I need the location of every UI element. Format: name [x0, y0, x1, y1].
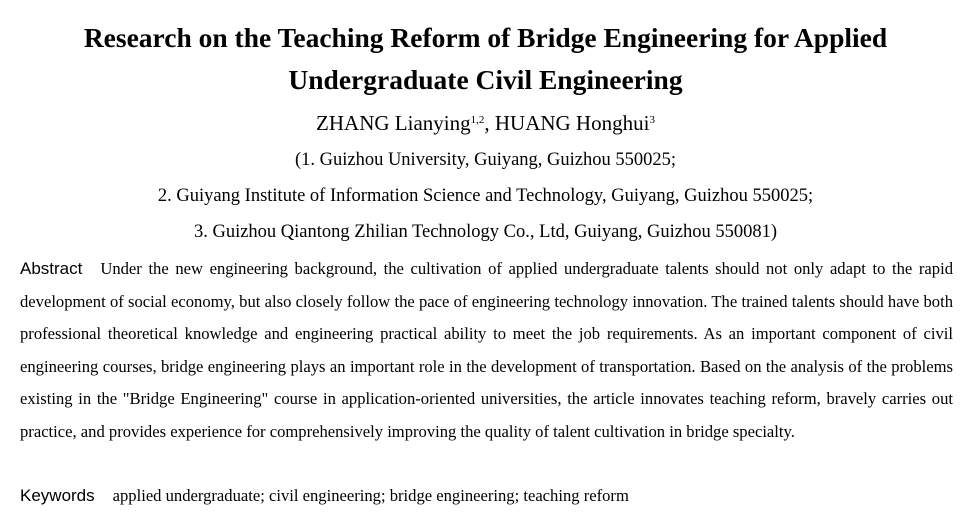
paper-title-line-2: Undergraduate Civil Engineering: [288, 64, 683, 95]
abstract: [20, 253, 953, 448]
author-list: [0, 108, 971, 138]
author-affiliation-mark: 3: [649, 114, 655, 126]
abstract-text: Under the new engineering background, the cultivation of applied undergraduate talents should not only adapt to the rapid development of social economy, but also closely follow the pace of engineering technology innovation. The trained talents should have both professional theoretical knowledge and engineering practical ability to meet the job requirements. As an important component of civil engineering courses, bridge engineering plays an important role in the development of transportation. Based on the analysis of the problems existing in the "Bridge Engineering" course in application-oriented universities, the article innovates teaching reform, bravely carries out practice, and provides experience for comprehensively improving the quality of talent cultivation in bridge specialty.: [20, 259, 953, 441]
author-name: HUANG Honghui: [494, 111, 650, 135]
paper-title: [0, 17, 971, 101]
affiliation-2: 2. Guiyang Institute of Information Science and Technology, Guiyang, Guizhou 550025;: [157, 186, 814, 206]
author-affiliation-mark: 1,2: [470, 114, 485, 126]
author-name: ZHANG Lianying: [316, 111, 471, 135]
affiliation-1: (1. Guizhou University, Guiyang, Guizhou 550025;: [294, 150, 677, 170]
keywords-text: applied undergraduate; civil engineering; bridge engineering; teaching reform: [112, 486, 629, 505]
author-separator: ,: [484, 111, 495, 135]
keywords-label: Keywords: [20, 486, 95, 505]
abstract-label: Abstract: [20, 259, 83, 278]
affiliation-3: 3. Guizhou Qiantong Zhilian Technology Co., Ltd, Guiyang, Guizhou 550081): [193, 222, 778, 242]
paper-title-line-1: Research on the Teaching Reform of Bridge Engineering for Applied: [83, 22, 888, 53]
keywords: [20, 481, 953, 511]
